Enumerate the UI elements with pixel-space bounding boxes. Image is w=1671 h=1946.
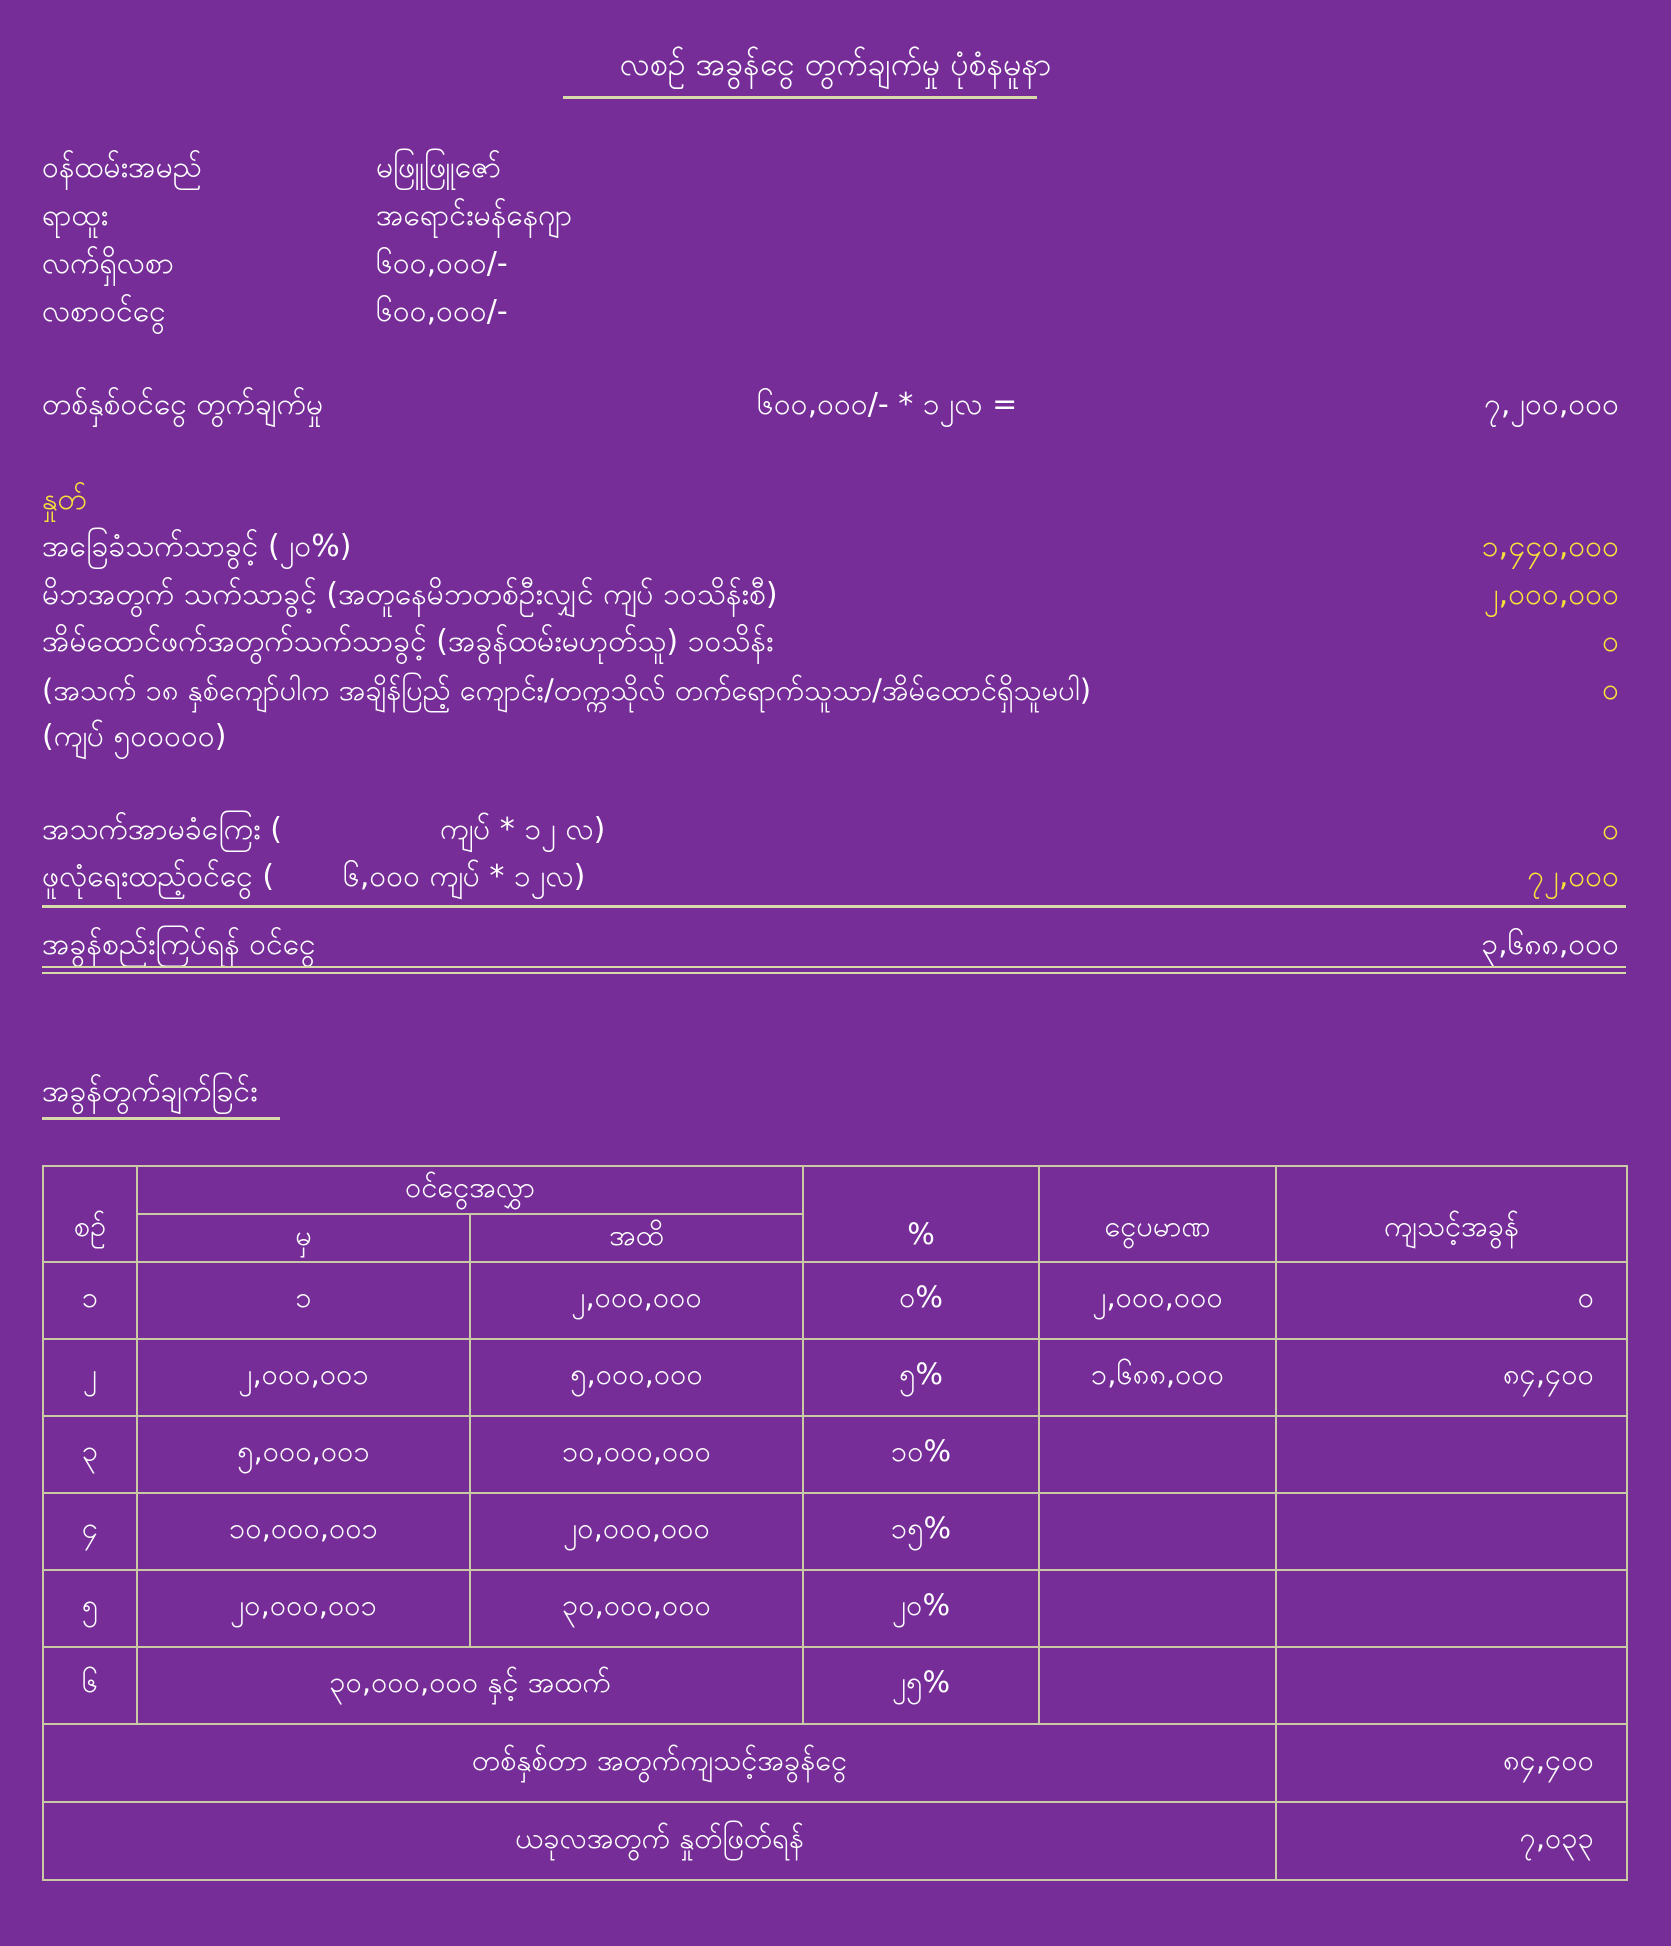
table-row <box>43 1493 1627 1570</box>
child-allowance-label: (အသက် ၁၈ နှစ်ကျော်ပါက အချိန်ပြည့် ကျောင်း/တက္ကသိုလ် တက်ရောက်သူသာ/အိမ်ထောင်ရှိသူမပါ) <box>42 673 1092 707</box>
row-percent: ၂၅% <box>803 1647 1039 1724</box>
header-from: မှ <box>137 1214 470 1262</box>
header-income-range: ဝင်ငွေအလွှာ <box>137 1166 803 1214</box>
total-double-rule-top <box>42 966 1626 968</box>
row-from: ၁၀,၀၀၀,၀၀၁ <box>137 1493 470 1570</box>
row-tax <box>1276 1647 1627 1724</box>
row-tax: ၈၄,၄၀၀ <box>1276 1339 1627 1416</box>
row-amount: ၂,၀၀၀,၀၀၀ <box>1039 1262 1276 1339</box>
row-amount <box>1039 1493 1276 1570</box>
employee-name-value: မဖြူဖြူဇော် <box>376 150 502 185</box>
parent-allowance-value: ၂,၀၀၀,၀၀၀ <box>1483 577 1619 612</box>
row-percent: ၁၀% <box>803 1416 1039 1493</box>
row-no: ၅ <box>43 1570 137 1647</box>
basic-allowance-value: ၁,၄၄၀,၀၀၀ <box>1481 529 1619 564</box>
position-label: ရာထူး <box>42 198 109 233</box>
current-salary-value: ၆၀၀,၀၀၀/- <box>376 246 508 281</box>
table-row <box>43 1570 1627 1647</box>
life-insurance-value: ၀ <box>1602 812 1619 847</box>
monthly-deduction-value: ၇,၀၃၃ <box>1276 1802 1627 1880</box>
annual-tax-row <box>43 1724 1627 1802</box>
row-percent: ၂၀% <box>803 1570 1039 1647</box>
row-from: ၁ <box>137 1262 470 1339</box>
taxable-income-value: ၃,၆၈၈,၀၀၀ <box>1481 927 1619 962</box>
header-tax: ကျသင့်အခွန် <box>1276 1166 1627 1262</box>
row-no: ၃ <box>43 1416 137 1493</box>
row-no: ၆ <box>43 1647 137 1724</box>
annual-tax-value: ၈၄,၄၀၀ <box>1276 1724 1627 1802</box>
row-percent: ၁၅% <box>803 1493 1039 1570</box>
spouse-allowance-value: ၀ <box>1602 624 1619 659</box>
total-double-rule-bottom <box>42 972 1626 974</box>
row-to: ၂၀,၀၀၀,၀၀၀ <box>470 1493 803 1570</box>
annual-income-value: ၇,၂၀၀,၀၀၀ <box>1483 387 1619 422</box>
life-insurance-label: အသက်အာမခံကြေး ( <box>42 812 282 847</box>
row-percent: ၅% <box>803 1339 1039 1416</box>
header-percent: % <box>803 1166 1039 1262</box>
header-to: အထိ <box>470 1214 803 1262</box>
child-allowance-value: ၀ <box>1602 672 1619 707</box>
table-row <box>43 1647 1627 1724</box>
row-tax <box>1276 1570 1627 1647</box>
row-amount: ၁,၆၈၈,၀၀၀ <box>1039 1339 1276 1416</box>
monthly-deduction-row <box>43 1802 1627 1880</box>
row-tax <box>1276 1416 1627 1493</box>
subtotal-rule <box>42 905 1626 908</box>
annual-income-formula: ၆၀၀,၀၀၀/- * ၁၂လ = <box>757 387 1018 422</box>
social-security-label: ဖူလုံရေးထည့်ဝင်ငွေ ( <box>42 859 275 894</box>
employee-name-label: ဝန်ထမ်းအမည် <box>42 150 202 185</box>
row-amount <box>1039 1570 1276 1647</box>
row-range-merged: ၃၀,၀၀၀,၀၀၀ နှင့် အထက် <box>137 1647 803 1724</box>
row-amount <box>1039 1647 1276 1724</box>
social-security-formula: ၆,၀၀၀ ကျပ် * ၁၂လ) <box>343 859 586 894</box>
table-header-row <box>43 1166 1627 1214</box>
salary-income-value: ၆၀၀,၀၀၀/- <box>376 294 508 329</box>
tax-calc-underline <box>42 1117 280 1120</box>
row-tax: ၀ <box>1276 1262 1627 1339</box>
table-row <box>43 1262 1627 1339</box>
title-underline <box>563 96 1037 99</box>
row-to: ၂,၀၀၀,၀၀၀ <box>470 1262 803 1339</box>
row-no: ၄ <box>43 1493 137 1570</box>
header-amount: ငွေပမာဏ <box>1039 1166 1276 1262</box>
salary-income-label: လစာဝင်ငွေ <box>42 294 166 329</box>
row-to: ၅,၀၀၀,၀၀၀ <box>470 1339 803 1416</box>
tax-bracket-table <box>42 1165 1628 1881</box>
deduction-heading: နှုတ် <box>42 482 87 517</box>
page-title: လစဉ် အခွန်ငွေ တွက်ချက်မှု ပုံစံနမူနာ <box>619 45 1052 83</box>
row-from: ၅,၀၀၀,၀၀၁ <box>137 1416 470 1493</box>
parent-allowance-label: မိဘအတွက် သက်သာခွင့် (အတူနေမိဘတစ်ဦးလျှင် ကျပ် ၁၀သိန်းစီ) <box>42 577 778 612</box>
header-no: စဉ် <box>43 1166 137 1262</box>
spouse-allowance-label: အိမ်ထောင်ဖက်အတွက်သက်သာခွင့် (အခွန်ထမ်းမဟုတ်သူ) ၁၀သိန်း <box>42 624 774 659</box>
row-to: ၃၀,၀၀၀,၀၀၀ <box>470 1570 803 1647</box>
table-row <box>43 1416 1627 1493</box>
monthly-deduction-label: ယခုလအတွက် နှုတ်ဖြတ်ရန် <box>43 1802 1276 1880</box>
row-amount <box>1039 1416 1276 1493</box>
basic-allowance-label: အခြေခံသက်သာခွင့် (၂၀%) <box>42 529 352 564</box>
position-value: အရောင်းမန်နေဂျာ <box>376 198 573 233</box>
annual-tax-label: တစ်နှစ်တာ အတွက်ကျသင့်အခွန်ငွေ <box>43 1724 1276 1802</box>
row-tax <box>1276 1493 1627 1570</box>
row-no: ၁ <box>43 1262 137 1339</box>
row-from: ၂၀,၀၀၀,၀၀၁ <box>137 1570 470 1647</box>
row-from: ၂,၀၀၀,၀၀၁ <box>137 1339 470 1416</box>
child-allowance-note: (ကျပ် ၅၀၀၀၀၀) <box>42 719 227 754</box>
row-no: ၂ <box>43 1339 137 1416</box>
row-to: ၁၀,၀၀၀,၀၀၀ <box>470 1416 803 1493</box>
taxable-income-label: အခွန်စည်းကြပ်ရန် ဝင်ငွေ <box>42 927 316 962</box>
current-salary-label: လက်ရှိလစာ <box>42 246 175 281</box>
tax-calc-heading: အခွန်တွက်ချက်ခြင်း <box>42 1074 258 1109</box>
life-insurance-formula: ကျပ် * ၁၂ လ) <box>440 812 606 847</box>
social-security-value: ၇၂,၀၀၀ <box>1527 859 1619 894</box>
row-percent: ၀% <box>803 1262 1039 1339</box>
annual-income-label: တစ်နှစ်ဝင်ငွေ တွက်ချက်မှု <box>42 387 324 422</box>
table-row <box>43 1339 1627 1416</box>
